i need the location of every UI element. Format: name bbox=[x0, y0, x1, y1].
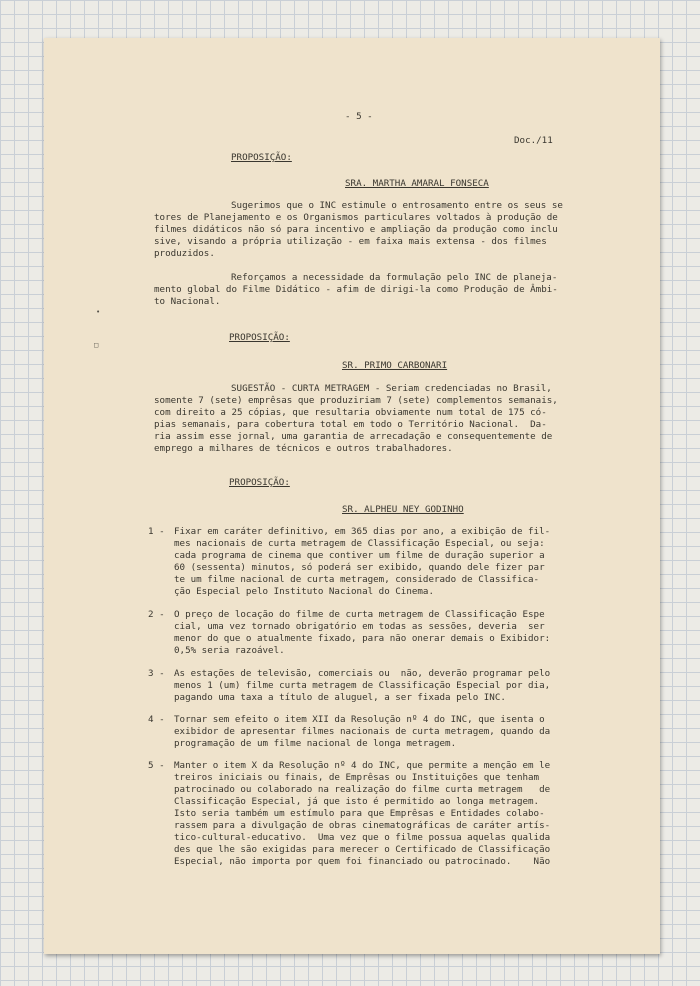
item-4-line: exibidor de apresentar filmes nacionais de curta metragem, quando da bbox=[174, 726, 551, 737]
item-1-line: ção Especial pelo Instituto Nacional do Cinema. bbox=[174, 586, 434, 597]
section-1-p1-line: produzidos. bbox=[154, 248, 215, 259]
section-1-author: SRA. MARTHA AMARAL FONSECA bbox=[345, 178, 489, 189]
section-2-heading: PROPOSIÇÃO: bbox=[229, 332, 290, 343]
item-1-line: mes nacionais de curta metragem de Classificação Especial, ou seja: bbox=[174, 538, 545, 549]
document-reference: Doc./11 bbox=[514, 135, 553, 146]
item-5-line: treiros iniciais ou finais, de Emprêsas ou Instituições que tenham bbox=[174, 772, 540, 783]
item-3-line: menos 1 (um) filme curta metragem de Classificação Especial por dia, bbox=[174, 680, 551, 691]
item-5-line: rassem para a divulgação de obras cinematográficas de caráter artís- bbox=[174, 820, 551, 831]
section-1-p1-line: Sugerimos que o INC estimule o entrosamento entre os seus se bbox=[231, 200, 563, 211]
item-5-line: Manter o item X da Resolução nº 4 do INC, que permite a menção em le bbox=[174, 760, 551, 771]
section-1-p1-line: tores de Planejamento e os Organismos particulares voltados à produção de bbox=[154, 212, 558, 223]
item-3-line: As estações de televisão, comerciais ou não, deverão programar pelo bbox=[174, 668, 551, 679]
margin-mark: • bbox=[96, 308, 101, 316]
item-number: 4 - bbox=[148, 714, 165, 725]
item-number: 5 - bbox=[148, 760, 165, 771]
section-2-line: pias semanais, para cobertura total em todo o Território Nacional. Da- bbox=[154, 419, 547, 430]
section-3-author: SR. ALPHEU NEY GODINHO bbox=[342, 504, 464, 515]
section-2-line: somente 7 (sete) emprêsas que produziriam 7 (sete) complementos semanais, bbox=[154, 395, 558, 406]
section-2-author: SR. PRIMO CARBONARI bbox=[342, 360, 448, 371]
item-5-line: tico-cultural-educativo. Uma vez que o filme possua aquelas qualida bbox=[174, 832, 551, 843]
item-number: 3 - bbox=[148, 668, 165, 679]
item-4-line: Tornar sem efeito o item XII da Resolução nº 4 do INC, que isenta o bbox=[174, 714, 545, 725]
item-5-line: patrocinado ou colaborado na realização do filme curta metragem de bbox=[174, 784, 551, 795]
margin-mark: □ bbox=[94, 341, 99, 349]
item-1-line: Fixar em caráter definitivo, em 365 dias por ano, a exibição de fil- bbox=[174, 526, 551, 537]
section-1-p2-line: mento global do Filme Didático - afim de dirigi-la como Produção de Âmbi- bbox=[154, 284, 558, 295]
item-number: 1 - bbox=[148, 526, 165, 537]
item-2-line: O preço de locação do filme de curta metragem de Classificação Espe bbox=[174, 609, 545, 620]
item-5-line: Classificação Especial, já que isto é permitido ao longa metragem. bbox=[174, 796, 540, 807]
item-1-line: cada programa de cinema que contiver um filme de duração superior a bbox=[174, 550, 545, 561]
section-2-line: ria assim esse jornal, uma garantia de arrecadação e consequentemente de bbox=[154, 431, 553, 442]
item-5-line: Isto seria também um estímulo para que Emprêsas e Entidades colabo- bbox=[174, 808, 545, 819]
section-1-heading: PROPOSIÇÃO: bbox=[231, 152, 292, 163]
item-2-line: cial, uma vez tornado obrigatório em todas as sessões, deveria ser bbox=[174, 621, 545, 632]
section-2-line: SUGESTÃO - CURTA METRAGEM - Seriam credenciadas no Brasil, bbox=[231, 383, 552, 394]
item-4-line: programação de um filme nacional de longa metragem. bbox=[174, 738, 457, 749]
document-page bbox=[44, 38, 660, 954]
section-1-p1-line: sive, visando a própria utilização - em faixa mais extensa - dos filmes bbox=[154, 236, 547, 247]
item-5-line: Especial, não importa por quem foi financiado ou patrocinado. Não bbox=[174, 856, 551, 867]
section-3-heading: PROPOSIÇÃO: bbox=[229, 477, 290, 488]
item-5-line: des que lhe são exigidas para merecer o Certificado de Classificação bbox=[174, 844, 551, 855]
page-number: - 5 - bbox=[345, 111, 373, 122]
item-1-line: 60 (sessenta) minutos, só poderá ser exibido, quando dele fizer par bbox=[174, 562, 545, 573]
item-2-line: menor do que o atualmente fixado, para não onerar demais o Exibidor: bbox=[174, 633, 551, 644]
section-2-line: emprego a milhares de técnicos e outros trabalhadores. bbox=[154, 443, 453, 454]
item-number: 2 - bbox=[148, 609, 165, 620]
item-3-line: pagando uma taxa a título de aluguel, a ser fixada pelo INC. bbox=[174, 692, 506, 703]
section-1-p1-line: filmes didáticos não só para incentivo e ampliação da produção como inclu bbox=[154, 224, 558, 235]
item-1-line: te um filme nacional de curta metragem, considerado de Classifica- bbox=[174, 574, 540, 585]
item-2-line: 0,5% seria razoável. bbox=[174, 645, 285, 656]
section-1-p2-line: Reforçamos a necessidade da formulação pelo INC de planeja- bbox=[231, 272, 558, 283]
section-2-line: com direito a 25 cópias, que resultaria obviamente num total de 175 có- bbox=[154, 407, 547, 418]
section-1-p2-line: to Nacional. bbox=[154, 296, 221, 307]
